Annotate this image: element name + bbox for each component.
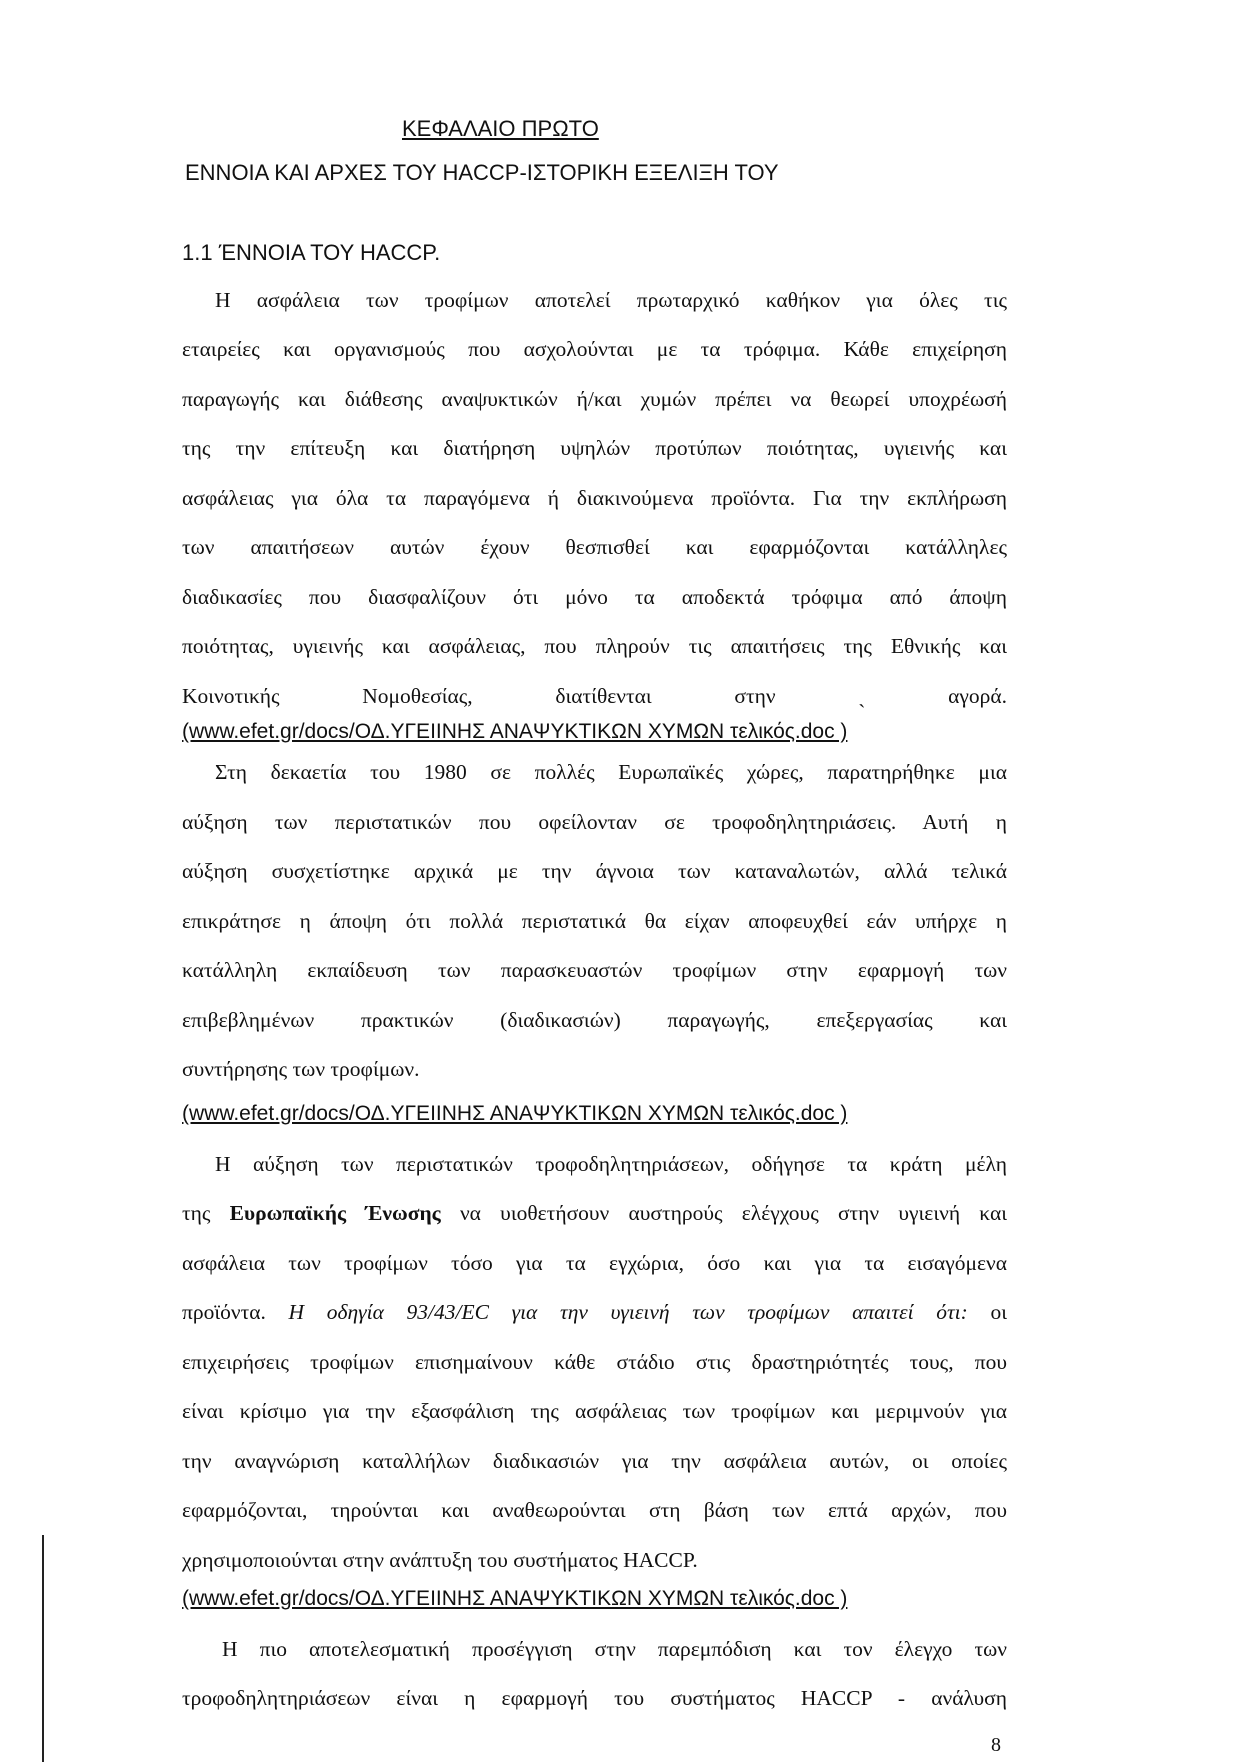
reference-link[interactable]: (www.efet.gr/docs/ΟΔ.ΥΓΕΙΙΝΗΣ ΑΝΑΨΥΚΤΙΚΩΝ ΧΥΜΩΝ τελικός.doc )	[182, 720, 848, 743]
paragraph-4-line: τροφοδηλητηριάσεων είναι η εφαρμογή του συστήματος HACCP - ανάλυση	[182, 1686, 1007, 1710]
paragraph-3-line: προϊόντα. Η οδηγία 93/43/EC για την υγιεινή των τροφίμων απαιτεί ότι: οι	[182, 1300, 1007, 1324]
paragraph-1-line: Κοινοτικής Νομοθεσίας, διατίθενται στην ˎ αγορά.	[182, 684, 1007, 708]
paragraph-2-line: επιβεβλημένων πρακτικών (διαδικασιών) παραγωγής, επεξεργασίας και	[182, 1008, 1007, 1032]
paragraph-3-line: της Ευρωπαϊκής Ένωσης να υιοθετήσουν αυστηρούς ελέγχους στην υγιεινή και	[182, 1201, 1007, 1225]
paragraph-1-line: Η ασφάλεια των τροφίμων αποτελεί πρωταρχικό καθήκον για όλες τις	[215, 288, 1007, 312]
paragraph-1-line: εταιρείες και οργανισμούς που ασχολούνται με τα τρόφιμα. Κάθε επιχείρηση	[182, 337, 1007, 361]
paragraph-2-line: Στη δεκαετία του 1980 σε πολλές Ευρωπαϊκές χώρες, παρατηρήθηκε μια	[215, 760, 1007, 784]
section-heading: 1.1 ΈΝΝΟΙΑ ΤΟΥ HACCP.	[182, 240, 441, 265]
chapter-subtitle: ΕΝΝΟΙΑ ΚΑΙ ΑΡΧΕΣ ΤΟΥ HACCP-ΙΣΤΟΡΙΚΗ ΕΞΕΛΙΞΗ ΤΟΥ	[185, 160, 779, 185]
paragraph-3-line: είναι κρίσιμο για την εξασφάλιση της ασφάλειας των τροφίμων και μεριμνούν για	[182, 1399, 1007, 1423]
reference-link[interactable]: (www.efet.gr/docs/ΟΔ.ΥΓΕΙΙΝΗΣ ΑΝΑΨΥΚΤΙΚΩΝ ΧΥΜΩΝ τελικός.doc )	[182, 1102, 848, 1125]
paragraph-3-line: Η αύξηση των περιστατικών τροφοδηλητηριάσεων, οδήγησε τα κράτη μέλη	[215, 1152, 1007, 1176]
paragraph-2-line: επικράτησε η άποψη ότι πολλά περιστατικά θα είχαν αποφευχθεί εάν υπήρχε η	[182, 909, 1007, 933]
margin-rule	[42, 1535, 44, 1762]
paragraph-2-line: κατάλληλη εκπαίδευση των παρασκευαστών τροφίμων στην εφαρμογή των	[182, 958, 1007, 982]
paragraph-1-line: της την επίτευξη και διατήρηση υψηλών προτύπων ποιότητας, υγιεινής και	[182, 436, 1007, 460]
paragraph-1-line: ποιότητας, υγιεινής και ασφάλειας, που πληρούν τις απαιτήσεις της Εθνικής και	[182, 634, 1007, 658]
paragraph-3-line: την αναγνώριση καταλλήλων διαδικασιών για την ασφάλεια αυτών, οι οποίες	[182, 1449, 1007, 1473]
reference-link[interactable]: (www.efet.gr/docs/ΟΔ.ΥΓΕΙΙΝΗΣ ΑΝΑΨΥΚΤΙΚΩΝ ΧΥΜΩΝ τελικός.doc )	[182, 1587, 848, 1610]
paragraph-2-line: αύξηση συσχετίστηκε αρχικά με την άγνοια των καταναλωτών, αλλά τελικά	[182, 859, 1007, 883]
paragraph-4-line: Η πιο αποτελεσματική προσέγγιση στην παρεμπόδιση και τον έλεγχο των	[222, 1637, 1007, 1661]
page-number: 8	[991, 1734, 1001, 1756]
bold-phrase: Ευρωπαϊκής Ένωσης	[229, 1201, 441, 1225]
paragraph-3-line: ασφάλεια των τροφίμων τόσο για τα εγχώρια, όσο και για τα εισαγόμενα	[182, 1251, 1007, 1275]
paragraph-3-line: επιχειρήσεις τροφίμων επισημαίνουν κάθε στάδιο στις δραστηριότητές τους, που	[182, 1350, 1007, 1374]
paragraph-1-line: παραγωγής και διάθεσης αναψυκτικών ή/και χυμών πρέπει να θεωρεί υποχρέωσή	[182, 387, 1007, 411]
paragraph-3-line: εφαρμόζονται, τηρούνται και αναθεωρούνται στη βάση των επτά αρχών, που	[182, 1498, 1007, 1522]
paragraph-1-line: ασφάλειας για όλα τα παραγόμενα ή διακινούμενα προϊόντα. Για την εκπλήρωση	[182, 486, 1007, 510]
italic-phrase: Η οδηγία 93/43/EC για την υγιεινή των τροφίμων απαιτεί ότι:	[288, 1300, 968, 1324]
paragraph-2-line: συντήρησης των τροφίμων.	[182, 1057, 420, 1081]
paragraph-1-line: των απαιτήσεων αυτών έχουν θεσπισθεί και εφαρμόζονται κατάλληλες	[182, 535, 1007, 559]
paragraph-1-line: διαδικασίες που διασφαλίζουν ότι μόνο τα αποδεκτά τρόφιμα από άποψη	[182, 585, 1007, 609]
chapter-heading: ΚΕΦΑΛΑΙΟ ΠΡΩΤΟ	[402, 116, 599, 141]
paragraph-2-line: αύξηση των περιστατικών που οφείλονταν σε τροφοδηλητηριάσεις. Αυτή η	[182, 810, 1007, 834]
paragraph-3-line: χρησιμοποιούνται στην ανάπτυξη του συστήματος HACCP.	[182, 1548, 698, 1572]
